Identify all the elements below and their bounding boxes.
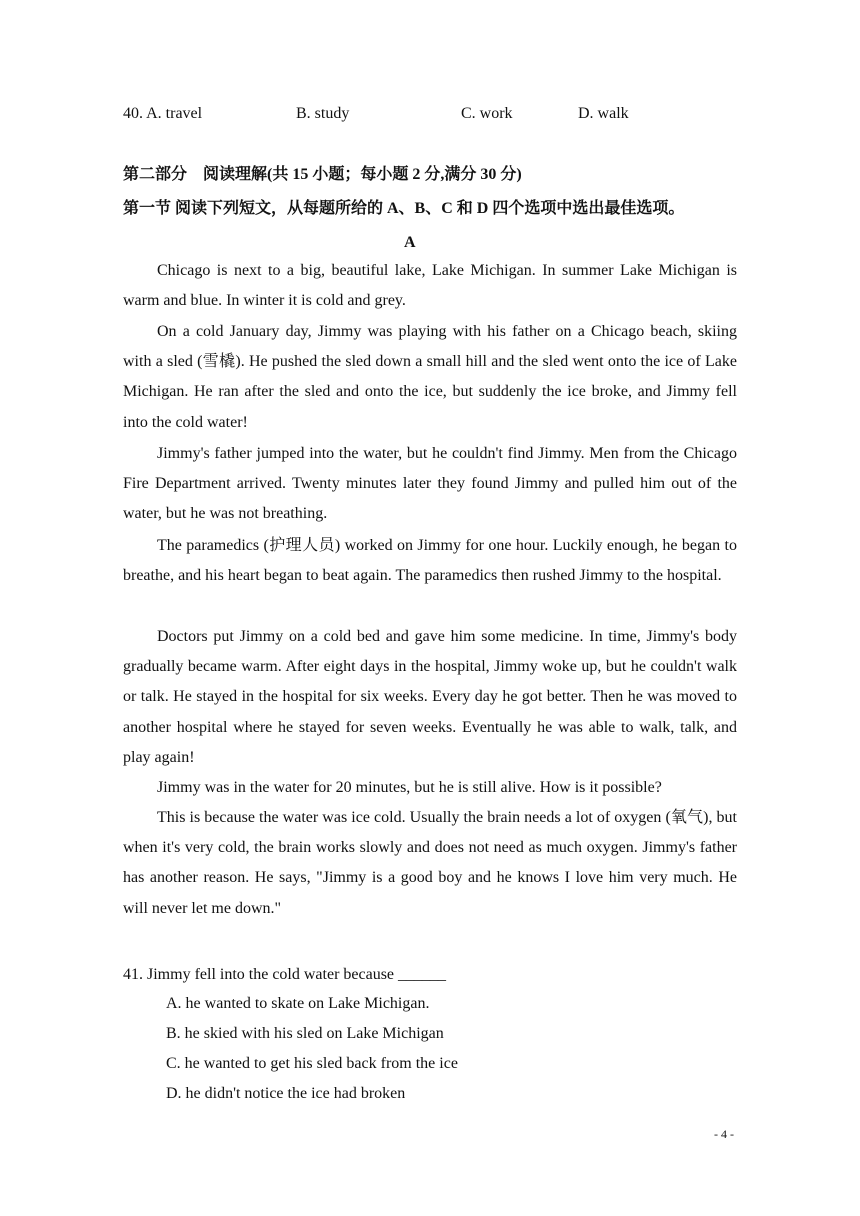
q40-option-b: B. study [296,105,350,122]
passage-paragraph: The paramedics (护理人员) worked on Jimmy for one hour. Luckily enough, he began to breathe, and his heart began to beat again. The paramedics then rushed Jimmy to the hospital. [123,537,737,585]
q40-option-c: C. work [461,105,513,122]
section1-heading: 第一节 阅读下列短文，从每题所给的 A、B、C 和 D 四个选项中选出最佳选项。 [123,200,685,217]
passage-label: A [404,234,416,251]
q41-option-d: D. he didn't notice the ice had broken [166,1085,406,1102]
passage-paragraph: Jimmy's father jumped into the water, but he couldn't find Jimmy. Men from the Chicago Fire Department arrived. Twenty minutes later they found Jimmy and pulled him out of the water, but he was not breathing. [123,445,737,523]
passage-paragraph: Doctors put Jimmy on a cold bed and gave him some medicine. In time, Jimmy's body gradually became warm. After eight days in the hospital, Jimmy woke up, but he couldn't walk or talk. He stayed in the hospital for six weeks. Every day he got better. Then he was moved to another hospital where he stayed for seven weeks. Eventually he was able to walk, talk, and play again! [123,628,737,766]
part2-heading: 第二部分 阅读理解(共 15 小题；每小题 2 分,满分 30 分) [123,166,522,183]
q41-option-a: A. he wanted to skate on Lake Michigan. [166,995,430,1012]
q40-option-a: 40. A. travel [123,105,203,122]
q41-option-c: C. he wanted to get his sled back from the ice [166,1055,458,1072]
passage-paragraph: Jimmy was in the water for 20 minutes, but he is still alive. How is it possible? [157,779,662,796]
passage-paragraph: This is because the water was ice cold. Usually the brain needs a lot of oxygen (氧气), but when it's very cold, the brain works slowly and does not need as much oxygen. Jimmy's father has another reason. He says, "Jimmy is a good boy and he knows I love him very much. He will never let me down." [123,809,737,917]
passage-paragraph: On a cold January day, Jimmy was playing with his father on a Chicago beach, skiing with a sled (雪橇). He pushed the sled down a small hill and the sled went onto the ice of Lake Michigan. He ran after the sled and onto the ice, but suddenly the ice broke, and Jimmy fell into the cold water! [123,323,737,431]
q41-option-b: B. he skied with his sled on Lake Michigan [166,1025,444,1042]
passage-paragraph: Chicago is next to a big, beautiful lake, Lake Michigan. In summer Lake Michigan is warm and blue. In winter it is cold and grey. [123,262,737,310]
q40-option-d: D. walk [578,105,629,122]
page-number: - 4 - [714,1127,734,1141]
q41-stem: 41. Jimmy fell into the cold water because ______ [123,966,447,983]
